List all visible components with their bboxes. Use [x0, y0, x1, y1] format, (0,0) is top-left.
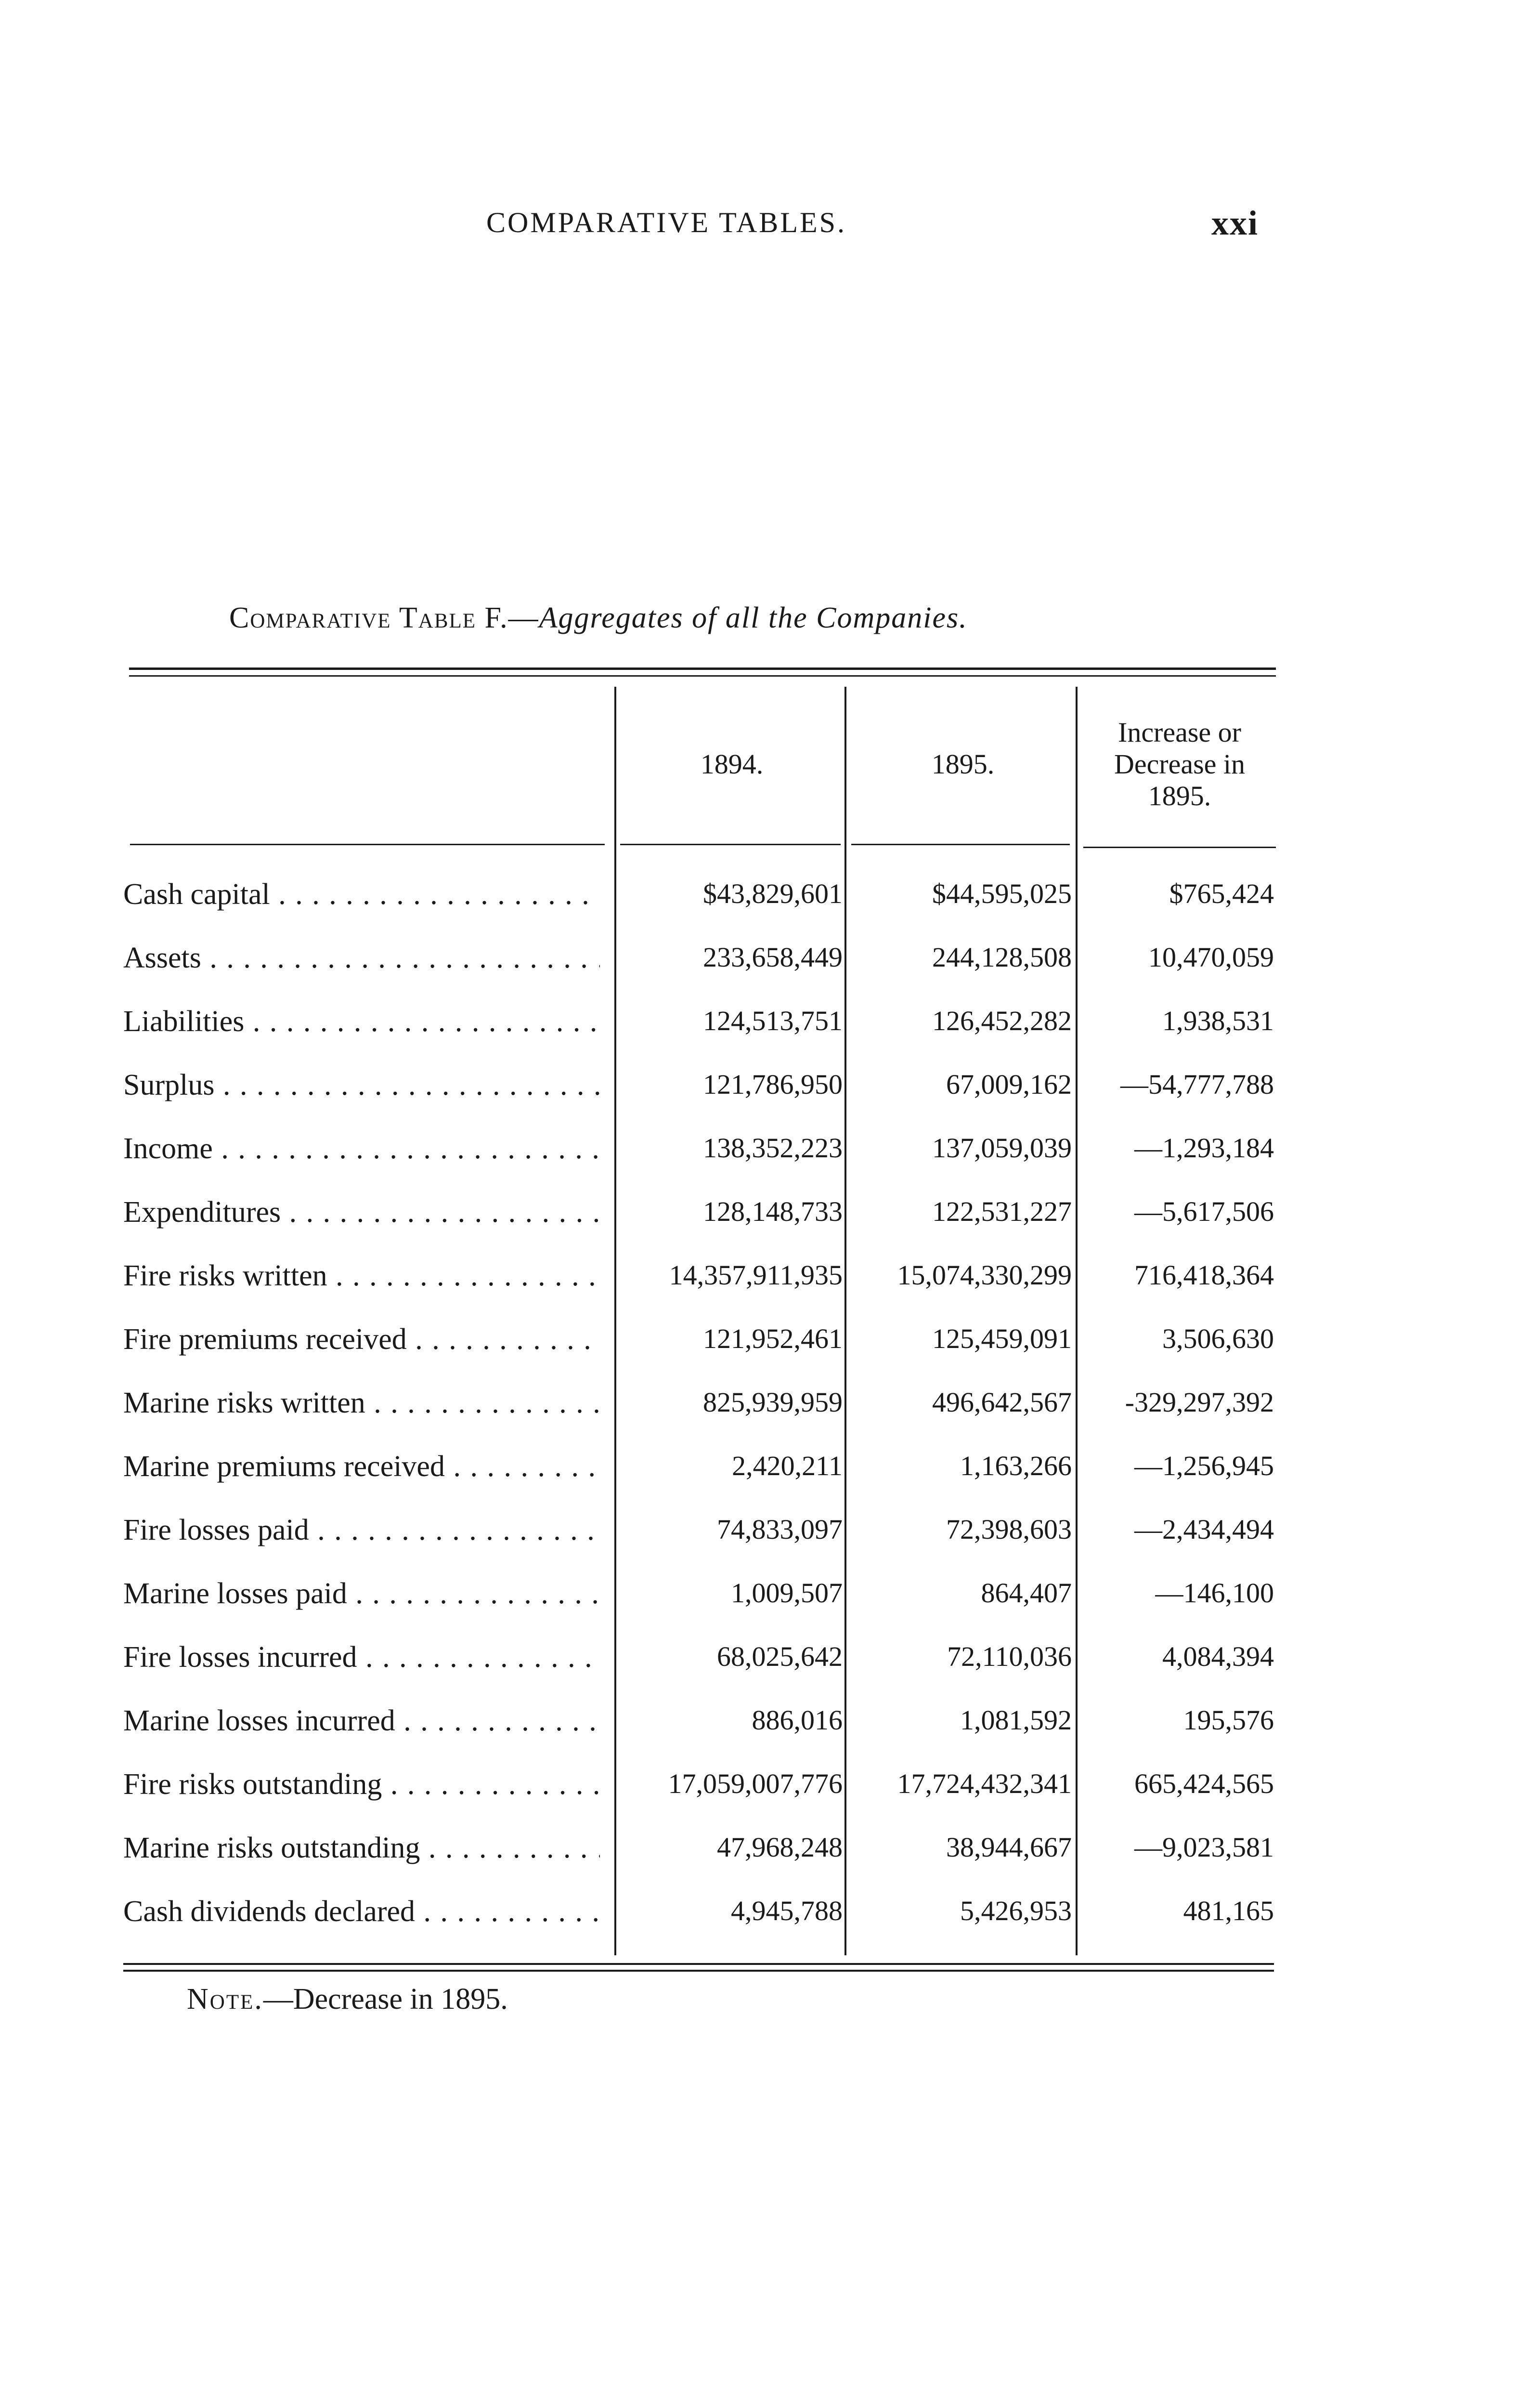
table-row	[0, 1895, 1533, 1958]
column-header-1894: 1894.	[700, 748, 764, 780]
table-row	[0, 1068, 1533, 1132]
page-number: xxi	[1211, 204, 1259, 242]
table-caption-title: Aggregates of all the Companies.	[539, 602, 968, 634]
value-1895: 5,426,953	[960, 1895, 1072, 1926]
value-change: —5,617,506	[1134, 1196, 1274, 1227]
value-change: 665,424,565	[1134, 1768, 1274, 1799]
header-rule-change	[1083, 847, 1276, 848]
value-1894: 121,786,950	[703, 1069, 843, 1100]
value-change: —1,293,184	[1134, 1132, 1274, 1164]
value-1894: 138,352,223	[703, 1132, 843, 1164]
column-header-1895: 1895.	[931, 748, 995, 780]
table-row	[0, 1450, 1533, 1513]
table-note-text: —Decrease in 1895.	[263, 1983, 508, 2015]
table-row	[0, 1195, 1533, 1259]
value-1894: 825,939,959	[703, 1387, 843, 1418]
value-1894: 14,357,911,935	[669, 1259, 843, 1291]
table-caption	[229, 601, 968, 635]
value-change: 1,938,531	[1162, 1005, 1274, 1036]
value-1895: 15,074,330,299	[897, 1259, 1072, 1291]
value-1895: 126,452,282	[932, 1005, 1072, 1036]
value-1894: 886,016	[752, 1704, 843, 1736]
row-label: Marine risks written . . .	[123, 1386, 600, 1420]
table-row	[0, 1322, 1533, 1386]
value-change: 481,165	[1183, 1895, 1274, 1926]
row-label: Marine losses paid . . .	[123, 1577, 600, 1611]
bottom-double-rule-a	[123, 1963, 1274, 1965]
value-1894: $43,829,601	[703, 878, 843, 909]
value-1894: 47,968,248	[717, 1832, 843, 1863]
header-rule-1894	[620, 844, 841, 845]
row-label: Marine risks outstanding . . .	[123, 1831, 600, 1865]
header-rule-label	[130, 844, 605, 845]
value-1895: 38,944,667	[946, 1832, 1072, 1863]
value-1894: 121,952,461	[703, 1323, 843, 1354]
value-change: 4,084,394	[1162, 1641, 1274, 1672]
table-row	[0, 1259, 1533, 1322]
row-label: Marine premiums received . . .	[123, 1450, 600, 1484]
row-label: Liabilities . . .	[123, 1005, 600, 1039]
value-1894: 2,420,211	[732, 1450, 843, 1481]
value-1895: $44,595,025	[932, 878, 1072, 909]
value-change: 10,470,059	[1148, 942, 1274, 973]
top-double-rule-b	[129, 675, 1276, 677]
value-1894: 17,059,007,776	[668, 1768, 843, 1799]
table-row	[0, 1386, 1533, 1450]
table-row	[0, 1005, 1533, 1068]
running-head: COMPARATIVE TABLES.	[486, 207, 846, 238]
value-1894: 74,833,097	[717, 1514, 843, 1545]
value-1895: 244,128,508	[932, 942, 1072, 973]
value-1894: 4,945,788	[731, 1895, 843, 1926]
table-note	[187, 1982, 508, 2016]
table-row	[0, 1704, 1533, 1767]
value-1895: 1,081,592	[960, 1704, 1072, 1736]
row-label: Cash capital . . .	[123, 877, 600, 912]
bottom-double-rule-b	[123, 1970, 1274, 1972]
row-label: Expenditures . . .	[123, 1195, 600, 1230]
value-change: -329,297,392	[1125, 1387, 1274, 1418]
row-label: Fire risks written . . .	[123, 1259, 600, 1293]
table-row	[0, 1577, 1533, 1640]
column-header-change-line1: Increase or	[1118, 717, 1241, 748]
row-label: Fire premiums received . . .	[123, 1322, 600, 1357]
value-change: —9,023,581	[1134, 1832, 1274, 1863]
column-header-change-line3: 1895.	[1148, 780, 1211, 811]
row-label: Assets . . .	[123, 941, 600, 975]
table-caption-prefix: Comparative Table F.—	[229, 602, 539, 634]
value-1894: 128,148,733	[703, 1196, 843, 1227]
value-change: 3,506,630	[1162, 1323, 1274, 1354]
table-row	[0, 1132, 1533, 1195]
value-1895: 125,459,091	[932, 1323, 1072, 1354]
value-change: —2,434,494	[1134, 1514, 1274, 1545]
column-header-change-line2: Decrease in	[1114, 748, 1246, 780]
table-row	[0, 877, 1533, 941]
value-1895: 17,724,432,341	[897, 1768, 1072, 1799]
table-row	[0, 1640, 1533, 1704]
value-1894: 1,009,507	[731, 1577, 843, 1609]
value-1895: 137,059,039	[932, 1132, 1072, 1164]
table-note-prefix: Note.	[187, 1983, 263, 2015]
top-double-rule-a	[129, 667, 1276, 670]
value-change: 716,418,364	[1134, 1259, 1274, 1291]
row-label: Marine losses incurred . . .	[123, 1704, 600, 1738]
row-label: Fire risks outstanding . . .	[123, 1767, 600, 1802]
value-change: —54,777,788	[1120, 1069, 1274, 1100]
table-row	[0, 1767, 1533, 1831]
value-1895: 496,642,567	[932, 1387, 1072, 1418]
value-1895: 122,531,227	[932, 1196, 1072, 1227]
value-1894: 233,658,449	[703, 942, 843, 973]
value-1895: 1,163,266	[960, 1450, 1072, 1481]
value-change: —1,256,945	[1134, 1450, 1274, 1481]
value-1895: 67,009,162	[946, 1069, 1072, 1100]
value-change: $765,424	[1169, 878, 1274, 909]
table-row	[0, 941, 1533, 1005]
value-change: 195,576	[1183, 1704, 1274, 1736]
value-1895: 864,407	[981, 1577, 1072, 1609]
table-row	[0, 1513, 1533, 1577]
value-1894: 124,513,751	[703, 1005, 843, 1036]
value-1895: 72,110,036	[947, 1641, 1072, 1672]
row-label: Income . . .	[123, 1132, 600, 1166]
column-header-change	[1078, 717, 1281, 812]
page-header	[0, 206, 1533, 245]
value-1895: 72,398,603	[946, 1514, 1072, 1545]
value-1894: 68,025,642	[717, 1641, 843, 1672]
header-rule-1895	[851, 844, 1070, 845]
table-row	[0, 1831, 1533, 1895]
value-change: —146,100	[1155, 1577, 1274, 1609]
row-label: Surplus . . .	[123, 1068, 600, 1102]
row-label: Fire losses incurred . . .	[123, 1640, 600, 1675]
row-label: Fire losses paid . . .	[123, 1513, 600, 1547]
row-label: Cash dividends declared . . .	[123, 1895, 600, 1929]
